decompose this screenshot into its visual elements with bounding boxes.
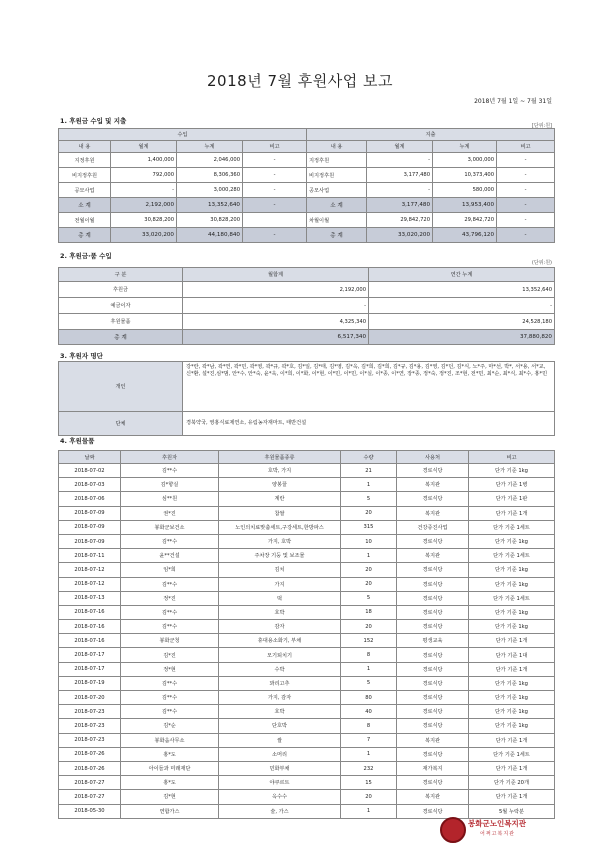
cell: 김*현 — [121, 790, 219, 804]
cell: - — [243, 153, 307, 168]
cell: - — [497, 228, 555, 243]
donation-summary-table — [58, 267, 555, 345]
cell: 후원물품 — [59, 314, 183, 330]
cell: 경로식당 — [397, 705, 469, 719]
table-row — [59, 733, 555, 747]
cell: 공모사업 — [307, 183, 367, 198]
cell: 쌀 — [219, 733, 341, 747]
cell: 경로식당 — [397, 492, 469, 506]
cell: 2018-07-27 — [59, 790, 121, 804]
section4-heading: 4. 후원물품 — [60, 437, 95, 445]
institution-stamp — [440, 816, 550, 844]
cell: 580,000 — [433, 183, 497, 198]
cell: 가지, 호박 — [219, 534, 341, 548]
cell: 1 — [341, 478, 397, 492]
cell: 3,000,000 — [433, 153, 497, 168]
cell: 경로식당 — [397, 577, 469, 591]
cell: - — [243, 228, 307, 243]
cell: 김**수 — [121, 605, 219, 619]
cell: 호박 — [219, 705, 341, 719]
col-header: 월계 — [111, 141, 177, 153]
cell: 봉화군보건소 — [121, 520, 219, 534]
cell: 홍*도 — [121, 776, 219, 790]
cell: - — [497, 213, 555, 228]
cell: 김**수 — [121, 534, 219, 548]
section1-unit: [단위:원] — [531, 123, 552, 129]
cell: 전월이월 — [59, 213, 111, 228]
cell: 김**수 — [121, 705, 219, 719]
cell: 단가 기준 1개 — [469, 761, 555, 775]
group-donors-row — [59, 412, 555, 436]
cell: 2018-07-13 — [59, 591, 121, 605]
cell: 휴대용소화기, 부채 — [219, 634, 341, 648]
cell: 44,180,840 — [177, 228, 243, 243]
cell: - — [111, 183, 177, 198]
cell: 단가 기준 1세트 — [469, 549, 555, 563]
cell: 예금이자 — [59, 298, 183, 314]
cell: 13,953,400 — [433, 198, 497, 213]
cell: - — [497, 168, 555, 183]
cell: 2018-07-23 — [59, 705, 121, 719]
cell: 2018-07-26 — [59, 747, 121, 761]
cell: 봉화읍사무소 — [121, 733, 219, 747]
cell: 2018-07-12 — [59, 577, 121, 591]
cell: 단가 기준 1개 — [469, 662, 555, 676]
cell: 단호박 — [219, 719, 341, 733]
cell: 비지정후원 — [307, 168, 367, 183]
cell: 33,020,200 — [367, 228, 433, 243]
table-row — [59, 662, 555, 676]
cell: 경로식당 — [397, 776, 469, 790]
cell: 임*희 — [121, 563, 219, 577]
group-names: 경북약국, 영홍식료제연소, 유림농자재마트, 태반건설 — [183, 412, 555, 436]
cell: 복지관 — [397, 790, 469, 804]
cell: 5월 누락분 — [469, 804, 555, 818]
cell: 3,177,480 — [367, 198, 433, 213]
col-header: 누계 — [433, 141, 497, 153]
cell: 단가 기준 1판 — [469, 492, 555, 506]
cell: 총 계 — [307, 228, 367, 243]
cell: 단가 기준 1kg — [469, 719, 555, 733]
cell: 2018-07-09 — [59, 520, 121, 534]
cell: 주차장 기둥 및 보조물 — [219, 549, 341, 563]
cell: 비지정후원 — [59, 168, 111, 183]
cell: 2018-07-19 — [59, 676, 121, 690]
col-header: 비고 — [497, 141, 555, 153]
cell: 단가 기준 1세트 — [469, 747, 555, 761]
cell: 후원금 — [59, 282, 183, 298]
table-row — [59, 634, 555, 648]
stamp-sub: 어쩌고복지관 — [480, 831, 515, 837]
cell: 6,517,340 — [183, 330, 369, 345]
cell: 경로식당 — [397, 662, 469, 676]
cell: 가지, 감자 — [219, 691, 341, 705]
cell: 2018-07-03 — [59, 478, 121, 492]
cell: 단가 기준 1세트 — [469, 520, 555, 534]
cell: 1 — [341, 662, 397, 676]
table-row — [59, 168, 555, 183]
cell: 정*진 — [121, 591, 219, 605]
cell: 2018-07-26 — [59, 761, 121, 775]
cell: 경로식당 — [397, 747, 469, 761]
cell: 김*향실 — [121, 478, 219, 492]
cell: - — [497, 153, 555, 168]
cell: 5 — [341, 591, 397, 605]
cell: 2018-07-11 — [59, 549, 121, 563]
cell: 경로식당 — [397, 719, 469, 733]
col-header: 후원물품종류 — [219, 451, 341, 464]
cell: 20 — [341, 577, 397, 591]
carryover-row — [59, 213, 555, 228]
cell: 2018-07-17 — [59, 648, 121, 662]
cell: 꽈리고추 — [219, 676, 341, 690]
table-row — [59, 620, 555, 634]
cell: 29,842,720 — [433, 213, 497, 228]
cell: 3,000,280 — [177, 183, 243, 198]
cell: 김**수 — [121, 577, 219, 591]
cell: - — [367, 183, 433, 198]
cell: 단가 기준 1대 — [469, 648, 555, 662]
cell: 복지관 — [397, 549, 469, 563]
cell: 경로식당 — [397, 620, 469, 634]
col-header: 후원자 — [121, 451, 219, 464]
individual-label: 개인 — [59, 362, 183, 412]
cell: 김*진 — [121, 648, 219, 662]
cell: 8,306,360 — [177, 168, 243, 183]
table-row — [59, 577, 555, 591]
cell: 경로식당 — [397, 676, 469, 690]
cell: 33,020,200 — [111, 228, 177, 243]
cell: 단가 기준 1kg — [469, 464, 555, 478]
column-header-row — [59, 141, 555, 153]
table-row — [59, 705, 555, 719]
cell: 경로식당 — [397, 804, 469, 818]
cell: 10,373,400 — [433, 168, 497, 183]
cell: 2018-07-02 — [59, 464, 121, 478]
cell: 43,796,120 — [433, 228, 497, 243]
cell: 20 — [341, 563, 397, 577]
cell: 봉화군청 — [121, 634, 219, 648]
table-row — [59, 605, 555, 619]
cell: 평생교육 — [397, 634, 469, 648]
column-header-row — [59, 451, 555, 464]
col-header: 연간 누계 — [369, 268, 555, 282]
individual-donors-row — [59, 362, 555, 412]
cell: 정*현 — [121, 662, 219, 676]
col-header: 누계 — [177, 141, 243, 153]
cell: 2018-07-06 — [59, 492, 121, 506]
cell: 792,000 — [111, 168, 177, 183]
col-header: 비고 — [243, 141, 307, 153]
cell: 24,528,180 — [369, 314, 555, 330]
cell: 단가 기준 1kg — [469, 620, 555, 634]
cell: 단가 기준 20개 — [469, 776, 555, 790]
cell: 20 — [341, 506, 397, 520]
income-header: 수입 — [59, 129, 307, 141]
cell: 13,352,640 — [177, 198, 243, 213]
page-title: 2018년 7월 후원사업 보고 — [207, 72, 393, 90]
cell: 21 — [341, 464, 397, 478]
stamp-name: 봉화군노인복지관 — [468, 819, 526, 828]
cell: 김치 — [219, 563, 341, 577]
cell: 야쿠르트 — [219, 776, 341, 790]
table-row — [59, 790, 555, 804]
cell: 김**수 — [121, 620, 219, 634]
cell: 찹쌀 — [219, 506, 341, 520]
cell: 152 — [341, 634, 397, 648]
cell: 2018-07-12 — [59, 563, 121, 577]
cell: 차월이월 — [307, 213, 367, 228]
subtotal-row — [59, 198, 555, 213]
col-header: 구 분 — [59, 268, 183, 282]
cell: 복지관 — [397, 478, 469, 492]
cell: 29,842,720 — [367, 213, 433, 228]
col-header: 월합계 — [183, 268, 369, 282]
total-row — [59, 228, 555, 243]
section1-heading: 1. 후원금 수입 및 지출 — [60, 117, 127, 125]
cell: 단가 기준 1kg — [469, 563, 555, 577]
cell: - — [183, 298, 369, 314]
cell: 총 계 — [59, 228, 111, 243]
cell: 양봉꿀 — [219, 478, 341, 492]
cell: 단가 기준 1개 — [469, 506, 555, 520]
cell: 김**수 — [121, 676, 219, 690]
cell: 30,828,200 — [177, 213, 243, 228]
col-header: 수량 — [341, 451, 397, 464]
cell: 단가 기준 1개 — [469, 790, 555, 804]
cell: 소 계 — [59, 198, 111, 213]
cell: 소머리 — [219, 747, 341, 761]
total-row — [59, 330, 555, 345]
income-expense-table — [58, 128, 555, 243]
cell: 수박 — [219, 662, 341, 676]
group-label: 단체 — [59, 412, 183, 436]
cell: 감자 — [219, 620, 341, 634]
cell: 경로식당 — [397, 591, 469, 605]
cell: 지정후원 — [59, 153, 111, 168]
cell: 2018-07-27 — [59, 776, 121, 790]
table-row — [59, 183, 555, 198]
cell: 20 — [341, 620, 397, 634]
cell: 단가 기준 1kg — [469, 577, 555, 591]
cell: 3,177,480 — [367, 168, 433, 183]
cell: 1,400,000 — [111, 153, 177, 168]
cell: 1 — [341, 747, 397, 761]
cell: 경로식당 — [397, 464, 469, 478]
cell: 18 — [341, 605, 397, 619]
col-header: 사용처 — [397, 451, 469, 464]
cell: - — [243, 168, 307, 183]
table-row — [59, 298, 555, 314]
cell: 복지관 — [397, 733, 469, 747]
cell: - — [497, 183, 555, 198]
cell: 권*진 — [121, 506, 219, 520]
cell: 경로식당 — [397, 648, 469, 662]
cell: 건강증진사업 — [397, 520, 469, 534]
cell: - — [367, 153, 433, 168]
cell: 단가 기준 1개 — [469, 634, 555, 648]
cell: 40 — [341, 705, 397, 719]
table-row — [59, 648, 555, 662]
table-row — [59, 314, 555, 330]
cell: 10 — [341, 534, 397, 548]
col-header: 비고 — [469, 451, 555, 464]
col-header: 내 용 — [307, 141, 367, 153]
cell: 재가복지 — [397, 761, 469, 775]
cell: 단가 기준 1kg — [469, 605, 555, 619]
column-header-row — [59, 268, 555, 282]
cell: 단가 기준 1kg — [469, 691, 555, 705]
goods-body — [59, 464, 555, 819]
table-row — [59, 719, 555, 733]
cell: 연합가스 — [121, 804, 219, 818]
cell — [243, 213, 307, 228]
cell: 13,352,640 — [369, 282, 555, 298]
col-header: 내 용 — [59, 141, 111, 153]
cell: 민화부채 — [219, 761, 341, 775]
cell: 가지 — [219, 577, 341, 591]
cell: 20 — [341, 790, 397, 804]
table-row — [59, 153, 555, 168]
cell: 모기퇴치기 — [219, 648, 341, 662]
cell: - — [497, 198, 555, 213]
seal-icon — [440, 817, 466, 843]
cell: 경로식당 — [397, 691, 469, 705]
cell: 8 — [341, 648, 397, 662]
cell: 2018-07-17 — [59, 662, 121, 676]
cell: 1 — [341, 549, 397, 563]
table-row — [59, 520, 555, 534]
cell: 4,325,340 — [183, 314, 369, 330]
cell: 복지관 — [397, 506, 469, 520]
cell: 2018-07-16 — [59, 605, 121, 619]
cell: 단가 기준 1kg — [469, 705, 555, 719]
cell: 공모사업 — [59, 183, 111, 198]
cell: 떡 — [219, 591, 341, 605]
cell: 5 — [341, 492, 397, 506]
cell: 단가 기준 1개 — [469, 733, 555, 747]
cell: 김**수 — [121, 464, 219, 478]
cell: 김*순 — [121, 719, 219, 733]
cell: 경로식당 — [397, 563, 469, 577]
cell: 호박, 가지 — [219, 464, 341, 478]
cell: 술, 가스 — [219, 804, 341, 818]
cell: 2018-07-20 — [59, 691, 121, 705]
cell: 37,880,820 — [369, 330, 555, 345]
table-row — [59, 478, 555, 492]
cell: 7 — [341, 733, 397, 747]
individual-names: 강*란, 곽*남, 곽*연, 곽*민, 곽*영, 곽*규, 곽*호, 김*일, 김*태, 김*영, 김*옥, 김*희, 김*희, 김*규, 김*용, 김*영, 김*던, 김*식, 노*주, 마*선, 박*, 서*용, 서*교, 신*환, 설*진,심*범, 안*수, 안*숙, 윤*욱, 이*희, 이*화, 이*현, 이*민, 이*민, 이*실, 이*종, 이*연, 장*종, 정*숙, 정*진, 조*현, 전*민, 최*순, 최*식, 최*수, 홍*민 — [183, 362, 555, 412]
cell: 김**수 — [121, 691, 219, 705]
cell: 2018-07-23 — [59, 733, 121, 747]
table-row — [59, 534, 555, 548]
cell: 단가 기준 1병 — [469, 478, 555, 492]
cell: 2018-07-09 — [59, 534, 121, 548]
cell: 1 — [341, 804, 397, 818]
cell: - — [243, 198, 307, 213]
table-row — [59, 563, 555, 577]
table-row — [59, 492, 555, 506]
cell: 80 — [341, 691, 397, 705]
col-header: 날짜 — [59, 451, 121, 464]
expense-header: 지출 — [307, 129, 555, 141]
report-period: 2018년 7월 1일 ~ 7월 31일 — [474, 98, 552, 105]
cell: 단가 기준 1세트 — [469, 591, 555, 605]
table-row — [59, 776, 555, 790]
cell: 단가 기준 1kg — [469, 676, 555, 690]
cell: - — [369, 298, 555, 314]
cell: 2,192,000 — [183, 282, 369, 298]
donor-list-table — [58, 361, 555, 436]
col-header: 월계 — [367, 141, 433, 153]
cell: 아이들과 미래재단 — [121, 761, 219, 775]
cell: 232 — [341, 761, 397, 775]
cell: 15 — [341, 776, 397, 790]
cell: 소 계 — [307, 198, 367, 213]
cell: 2018-05-30 — [59, 804, 121, 818]
cell: 노인의치료맞춤세트,구강세트,한방파스 — [219, 520, 341, 534]
table-row — [59, 591, 555, 605]
table-row — [59, 464, 555, 478]
table-row — [59, 761, 555, 775]
cell: 2018-07-09 — [59, 506, 121, 520]
section2-unit: (단위:원) — [531, 260, 552, 266]
table-row — [59, 549, 555, 563]
cell: 30,828,200 — [111, 213, 177, 228]
cell: 2018-07-16 — [59, 620, 121, 634]
cell: 2018-07-23 — [59, 719, 121, 733]
cell: 계란 — [219, 492, 341, 506]
cell: 지정후원 — [307, 153, 367, 168]
section2-heading: 2. 후원금·품 수입 — [60, 252, 112, 260]
cell: 2,046,000 — [177, 153, 243, 168]
cell: 315 — [341, 520, 397, 534]
cell: 8 — [341, 719, 397, 733]
cell: 심**원 — [121, 492, 219, 506]
donated-goods-table — [58, 450, 555, 819]
table-row — [59, 282, 555, 298]
cell: 5 — [341, 676, 397, 690]
table-row — [59, 506, 555, 520]
section3-heading: 3. 후원자 명단 — [60, 352, 103, 360]
table-row — [59, 691, 555, 705]
cell: 윤**건설 — [121, 549, 219, 563]
cell: 홍*도 — [121, 747, 219, 761]
table-row — [59, 747, 555, 761]
cell: 옥수수 — [219, 790, 341, 804]
cell: 총 계 — [59, 330, 183, 345]
cell: 경로식당 — [397, 534, 469, 548]
cell: 경로식당 — [397, 605, 469, 619]
cell: - — [243, 183, 307, 198]
table-row — [59, 676, 555, 690]
cell: 2,192,000 — [111, 198, 177, 213]
cell: 호박 — [219, 605, 341, 619]
cell: 단가 기준 1kg — [469, 534, 555, 548]
cell: 2018-07-16 — [59, 634, 121, 648]
